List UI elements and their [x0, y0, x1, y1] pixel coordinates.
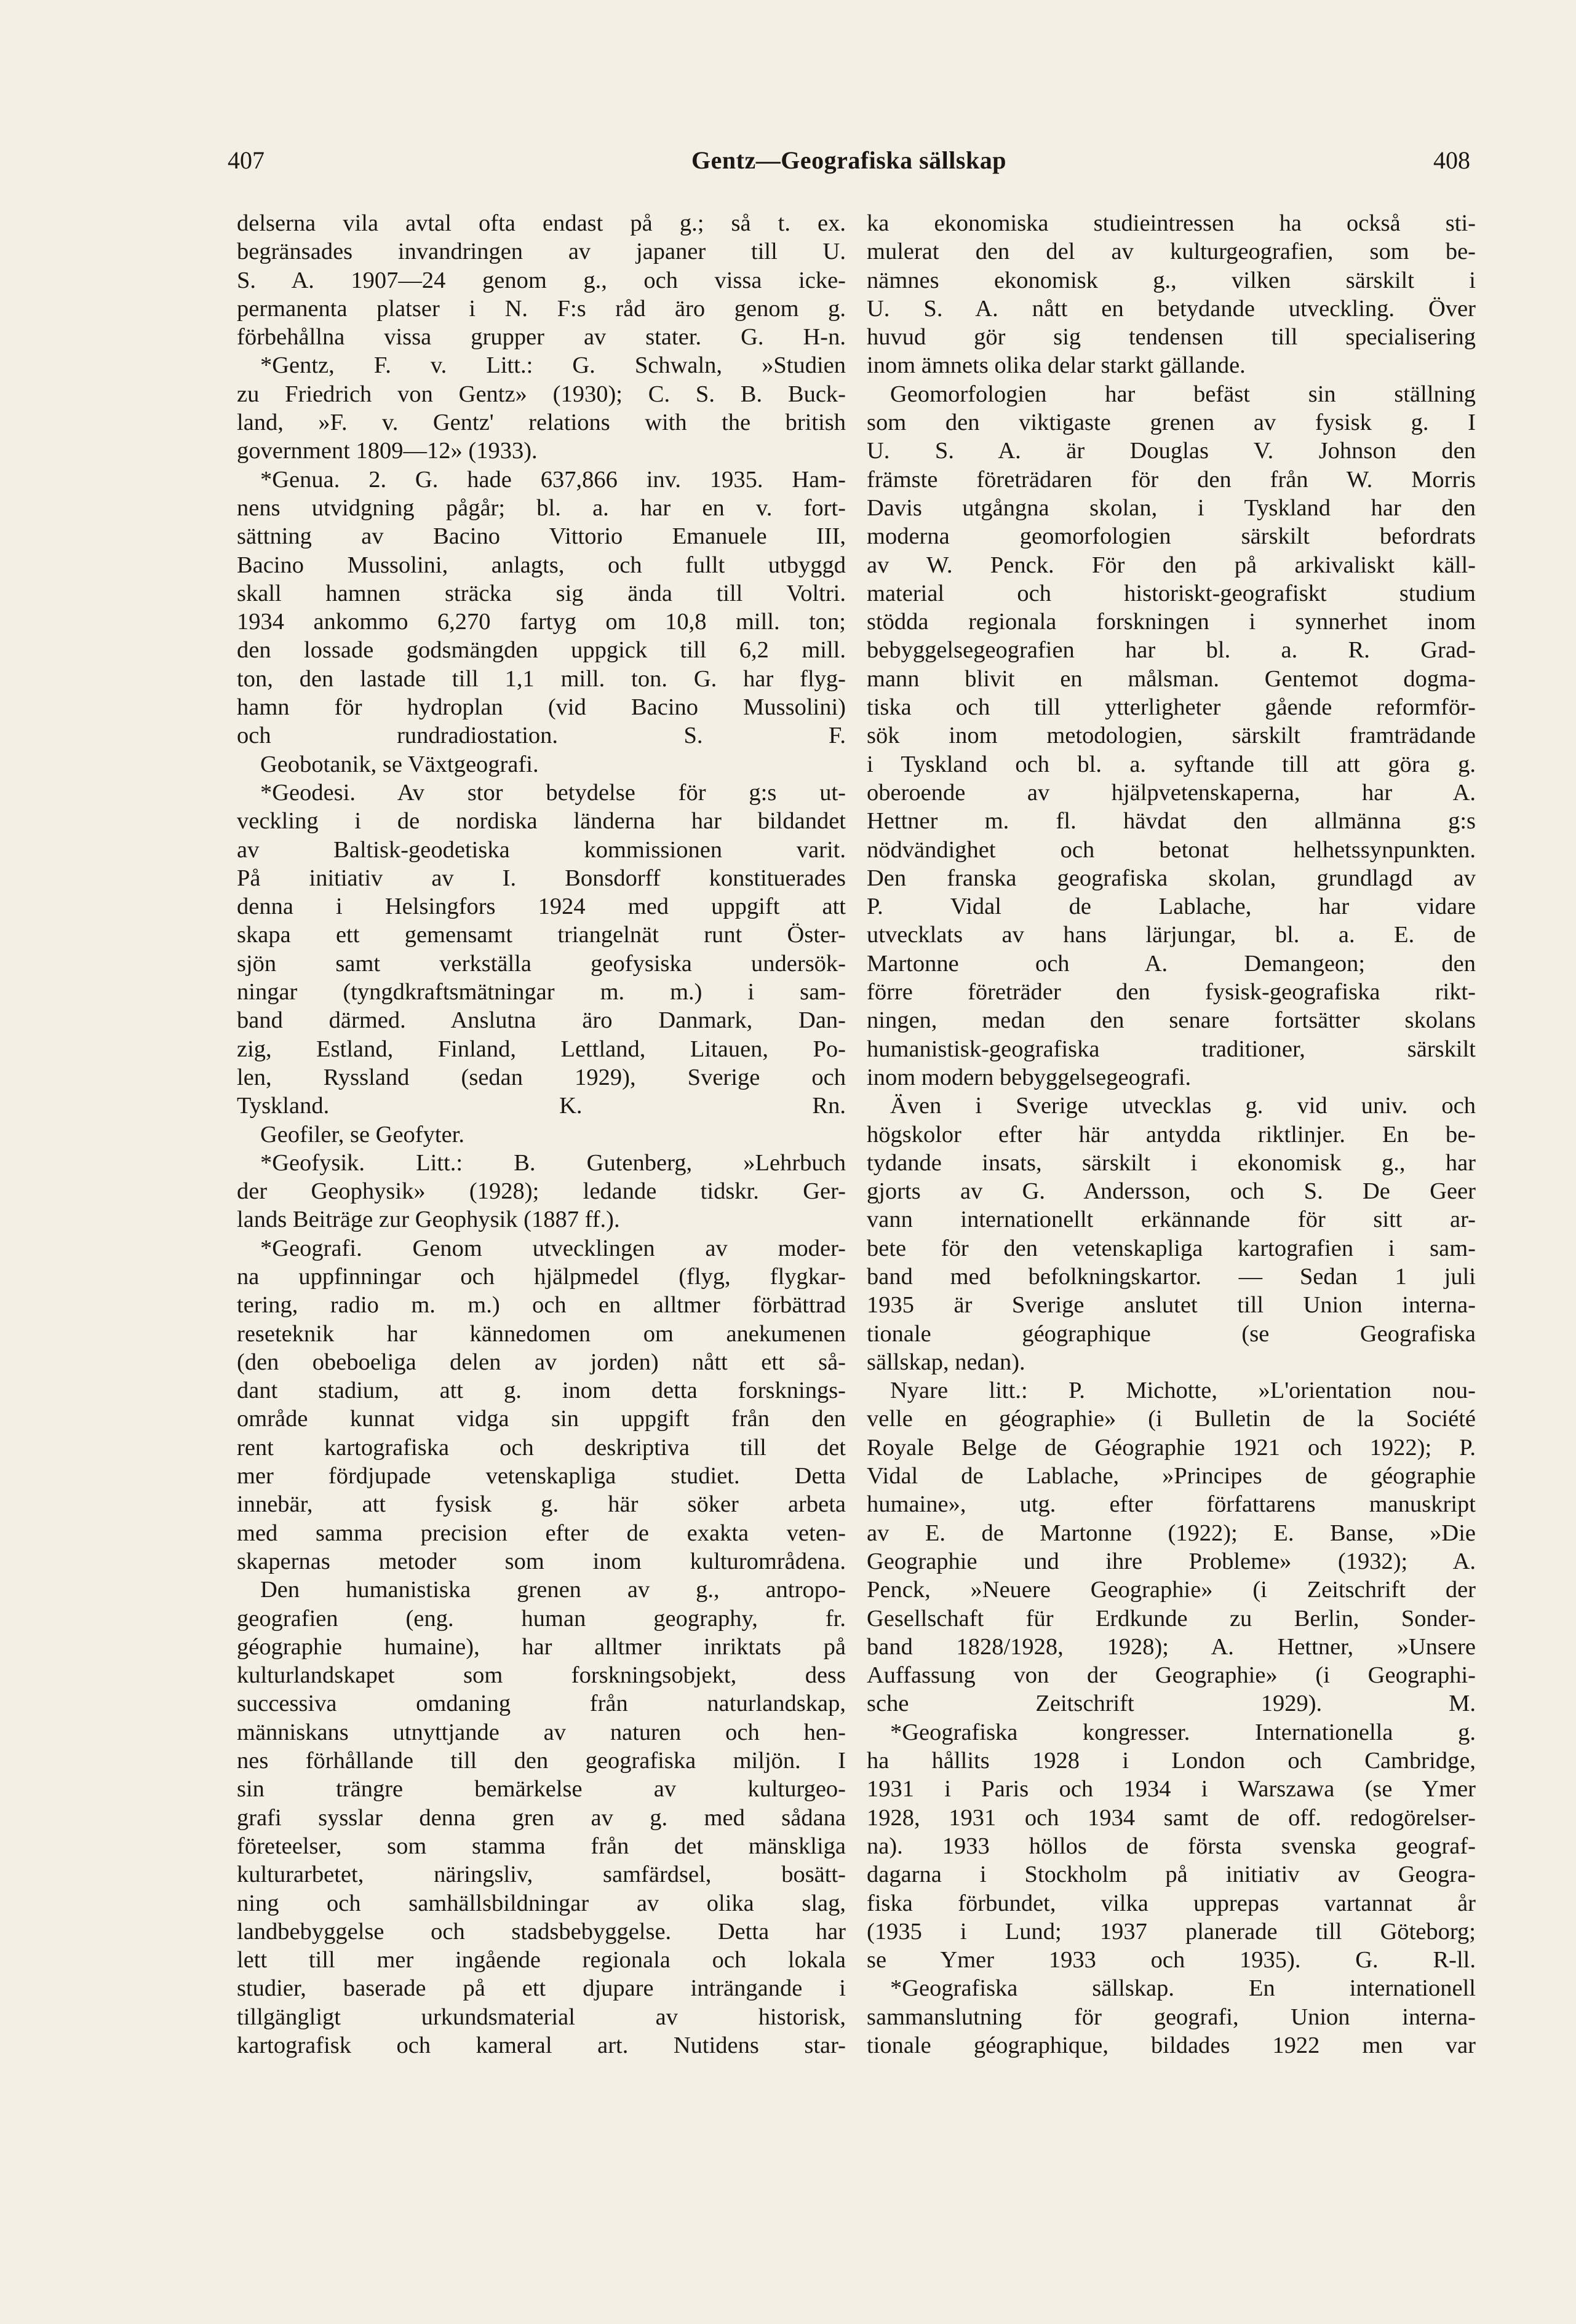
text-line: *Gentz, F. v. Litt.: G. Schwaln, »Studien [260, 352, 846, 379]
text-line: landbebyggelse och stadsbebyggelse. Detta har [237, 1918, 846, 1945]
text-line: mer fördjupade vetenskapliga studiet. Detta [237, 1463, 846, 1489]
text-line: grafi sysslar denna gren av g. med sådana [237, 1804, 846, 1831]
text-line: Davis utgångna skolan, i Tyskland har den [867, 494, 1476, 521]
text-line: (1935 i Lund; 1937 planerade till Göteborg; [867, 1918, 1476, 1945]
text-line: företeelser, som stamma från det mänskliga [237, 1833, 846, 1859]
text-line: vann internationellt erkännande för sitt ar- [867, 1207, 1476, 1233]
text-line: der Geophysik» (1928); ledande tidskr. Ger- [237, 1178, 846, 1205]
text-line: ton, den lastade till 1,1 mill. ton. G. har flyg- [237, 665, 846, 692]
text-line: (den obeboeliga delen av jorden) nått ett så- [237, 1349, 846, 1375]
text-line: veckling i de nordiska länderna har bildandet [237, 808, 846, 835]
text-line: skall hamnen sträcka sig ända till Voltri. [237, 580, 846, 606]
text-line: ningar (tyngdkraftsmätningar m. m.) i sam- [237, 979, 846, 1005]
text-line: band därmed. Anslutna äro Danmark, Dan- [237, 1007, 846, 1034]
text-line: *Genua. 2. G. hade 637,866 inv. 1935. Ham- [260, 466, 846, 493]
text-line: U. S. A. nått en betydande utveckling. Över [867, 295, 1476, 322]
text-line: med samma precision efter de exakta veten- [237, 1520, 846, 1546]
text-line: nes förhållande till den geografiska miljön. I [237, 1748, 846, 1774]
text-line: inom modern bebyggelsegeografi. [867, 1064, 1192, 1090]
text-line: område kunnat vidga sin uppgift från den [237, 1406, 846, 1432]
text-line: mann blivit en målsman. Gentemot dogma- [867, 665, 1476, 692]
text-line: lett till mer ingående regionala och lokala [237, 1947, 846, 1973]
text-line: tering, radio m. m.) och en alltmer förbättrad [237, 1292, 846, 1319]
text-line: land, »F. v. Gentz' relations with the british [237, 410, 846, 436]
text-line: *Geografi. Genom utvecklingen av moder- [260, 1235, 846, 1261]
text-line: kulturarbetet, näringsliv, samfärdsel, bosätt- [237, 1862, 846, 1888]
text-line: av W. Penck. För den på arkivaliskt käll- [867, 552, 1476, 578]
text-line: band med befolkningskartor. — Sedan 1 juli [867, 1263, 1476, 1290]
text-line: Geobotanik, se Växtgeografi. [260, 751, 539, 777]
text-line: och rundradiostation. S. F. [237, 723, 846, 749]
text-line: innebär, att fysisk g. här söker arbeta [237, 1491, 846, 1518]
text-line: tiska och till ytterligheter gående reformför- [867, 694, 1476, 721]
text-line: mulerat den del av kulturgeografien, som be- [867, 239, 1476, 265]
text-line: tydande insats, särskilt i ekonomisk g., har [867, 1149, 1476, 1176]
text-line: ningen, medan den senare fortsätter skolans [867, 1007, 1476, 1034]
text-line: hamn för hydroplan (vid Bacino Mussolini) [237, 694, 846, 721]
text-line: Även i Sverige utvecklas g. vid univ. och [890, 1093, 1476, 1119]
text-line: tionale géographique, bildades 1922 men var [867, 2033, 1476, 2058]
text-line: gjorts av G. Andersson, och S. De Geer [867, 1178, 1476, 1205]
text-line: bete för den vetenskapliga kartografien i sam- [867, 1235, 1476, 1261]
text-line: skapernas metoder som inom kulturområdena. [237, 1548, 846, 1574]
text-line: *Geodesi. Av stor betydelse för g:s ut- [260, 779, 846, 806]
text-line: geografien (eng. human geography, fr. [237, 1605, 846, 1632]
text-line: främste företrädaren för den från W. Morris [867, 466, 1476, 493]
text-line: inom ämnets olika delar starkt gällande. [867, 352, 1246, 379]
text-line: U. S. A. är Douglas V. Johnson den [867, 438, 1476, 464]
text-line: som den viktigaste grenen av fysisk g. I [867, 410, 1476, 436]
text-line: ka ekonomiska studieintressen ha också sti- [867, 210, 1476, 236]
running-title: Gentz—Geografiska sällskap [691, 146, 1006, 174]
text-line: lands Beiträge zur Geophysik (1887 ff.). [237, 1207, 620, 1233]
text-line: nödvändighet och betonat helhetssynpunkten. [867, 836, 1476, 863]
text-line: S. A. 1907—24 genom g., och vissa icke- [237, 267, 846, 293]
text-line: P. Vidal de Lablache, har vidare [867, 894, 1476, 920]
text-line: stödda regionala forskningen i synnerhet inom [867, 609, 1476, 635]
text-line: oberoende av hjälpvetenskaperna, har A. [867, 779, 1476, 806]
text-line: Den humanistiska grenen av g., antropo- [260, 1577, 846, 1603]
text-line: 1931 i Paris och 1934 i Warszawa (se Ymer [867, 1776, 1476, 1802]
text-line: humaine», utg. efter författarens manuskript [867, 1491, 1476, 1518]
text-line: begränsades invandringen av japaner till U. [237, 239, 846, 265]
text-line: zu Friedrich von Gentz» (1930); C. S. B. Buck- [237, 381, 846, 407]
text-line: denna i Helsingfors 1924 med uppgift att [237, 894, 846, 920]
text-line: *Geografiska kongresser. Internationella g. [890, 1719, 1476, 1745]
text-line: sche Zeitschrift 1929). M. [867, 1691, 1476, 1717]
text-line: sammanslutning för geografi, Union interna- [867, 2004, 1476, 2030]
text-line: nämnes ekonomisk g., vilken särskilt i [867, 267, 1476, 293]
text-line: kartografisk och kameral art. Nutidens star- [237, 2033, 846, 2058]
text-line: ha hållits 1928 i London och Cambridge, [867, 1748, 1476, 1774]
text-line: Geofiler, se Geofyter. [260, 1121, 464, 1148]
text-line: moderna geomorfologien särskilt befordrats [867, 523, 1476, 550]
text-line: len, Ryssland (sedan 1929), Sverige och [237, 1064, 846, 1090]
text-line: Royale Belge de Géographie 1921 och 1922); P. [867, 1434, 1476, 1461]
left-column [237, 209, 846, 2060]
text-line: *Geografiska sällskap. En internationell [890, 1975, 1476, 2002]
text-line: den lossade godsmängden uppgick till 6,2 mill. [237, 637, 846, 664]
text-line: i Tyskland och bl. a. syftande till att göra g. [867, 751, 1476, 777]
text-line: Den franska geografiska skolan, grundlagd av [867, 865, 1476, 891]
text-line: Tyskland. K. Rn. [237, 1093, 846, 1119]
text-line: Geographie und ihre Probleme» (1932); A. [867, 1548, 1476, 1574]
text-line: Auffassung von der Geographie» (i Geographi- [867, 1662, 1476, 1689]
text-line: Nyare litt.: P. Michotte, »L'orientation nou- [890, 1378, 1476, 1404]
text-line: sin trängre bemärkelse av kulturgeo- [237, 1776, 846, 1802]
text-line: dagarna i Stockholm på initiativ av Geogra- [867, 1862, 1476, 1888]
page-number-right: 408 [1433, 146, 1470, 174]
text-line: sjön samt verkställa geofysiska undersök- [237, 950, 846, 977]
text-line: av E. de Martonne (1922); E. Banse, »Die [867, 1520, 1476, 1546]
text-line: ning och samhällsbildningar av olika slag, [237, 1890, 846, 1916]
text-line: 1928, 1931 och 1934 samt de off. redogörelser- [867, 1804, 1476, 1831]
text-line: På initiativ av I. Bonsdorff konstituerades [237, 865, 846, 891]
text-line: *Geofysik. Litt.: B. Gutenberg, »Lehrbuch [260, 1149, 846, 1176]
text-line: 1934 ankommo 6,270 fartyg om 10,8 mill. ton; [237, 609, 846, 635]
text-line: velle en géographie» (i Bulletin de la Société [867, 1406, 1476, 1432]
text-line: förbehållna vissa grupper av stater. G. H-n. [237, 324, 846, 351]
text-line: na). 1933 höllos de första svenska geograf- [867, 1833, 1476, 1859]
text-line: géographie humaine), har alltmer inriktats på [237, 1633, 846, 1660]
text-line: tillgängligt urkundsmaterial av historisk, [237, 2004, 846, 2030]
text-line: dant stadium, att g. inom detta forsknings- [237, 1378, 846, 1404]
text-line: huvud gör sig tendensen till specialisering [867, 324, 1476, 351]
page-number-left: 407 [228, 146, 265, 174]
right-column [867, 209, 1476, 2060]
text-line: sök inom metodologien, särskilt framträdande [867, 723, 1476, 749]
text-line: sällskap, nedan). [867, 1349, 1025, 1375]
text-line: kulturlandskapet som forskningsobjekt, dess [237, 1662, 846, 1689]
text-line: na uppfinningar och hjälpmedel (flyg, flygkar- [237, 1263, 846, 1290]
text-line: se Ymer 1933 och 1935). G. R-ll. [867, 1947, 1476, 1973]
text-line: högskolor efter här antydda riktlinjer. En be- [867, 1121, 1476, 1148]
text-line: tionale géographique (se Geografiska [867, 1320, 1476, 1347]
text-line: permanenta platser i N. F:s råd äro genom g. [237, 295, 846, 322]
page-header [228, 146, 1470, 183]
text-line: Martonne och A. Demangeon; den [867, 950, 1476, 977]
text-line: bebyggelsegeografien har bl. a. R. Grad- [867, 637, 1476, 664]
text-line: Gesellschaft für Erdkunde zu Berlin, Sonder- [867, 1605, 1476, 1632]
text-line: band 1828/1928, 1928); A. Hettner, »Unsere [867, 1633, 1476, 1660]
text-line: Vidal de Lablache, »Principes de géographie [867, 1463, 1476, 1489]
text-line: studier, baserade på ett djupare inträngande i [237, 1975, 846, 2002]
text-line: nens utvidgning pågår; bl. a. har en v. fort- [237, 494, 846, 521]
text-line: av Baltisk-geodetiska kommissionen varit. [237, 836, 846, 863]
text-line: Hettner m. fl. hävdat den allmänna g:s [867, 808, 1476, 835]
text-line: fiska förbundet, vilka upprepas vartannat år [867, 1890, 1476, 1916]
text-line: förre företräder den fysisk-geografiska rikt- [867, 979, 1476, 1005]
text-line: successiva omdaning från naturlandskap, [237, 1691, 846, 1717]
text-line: Geomorfologien har befäst sin ställning [890, 381, 1476, 407]
text-line: Penck, »Neuere Geographie» (i Zeitschrift der [867, 1577, 1476, 1603]
text-line: zig, Estland, Finland, Lettland, Litauen, Po- [237, 1036, 846, 1062]
text-line: skapa ett gemensamt triangelnät runt Öster- [237, 922, 846, 948]
text-line: 1935 är Sverige anslutet till Union interna- [867, 1292, 1476, 1319]
text-line: sättning av Bacino Vittorio Emanuele III, [237, 523, 846, 550]
text-line: delserna vila avtal ofta endast på g.; så t. ex. [237, 210, 846, 236]
text-line: människans utnyttjande av naturen och hen- [237, 1719, 846, 1745]
text-line: rent kartografiska och deskriptiva till det [237, 1434, 846, 1461]
text-line: Bacino Mussolini, anlagts, och fullt utbyggd [237, 552, 846, 578]
text-line: humanistisk-geografiska traditioner, särskilt [867, 1036, 1476, 1062]
text-line: government 1809—12» (1933). [237, 438, 538, 464]
text-line: utvecklats av hans lärjungar, bl. a. E. de [867, 922, 1476, 948]
text-line: reseteknik har kännedomen om anekumenen [237, 1320, 846, 1347]
text-line: material och historiskt-geografiskt studium [867, 580, 1476, 606]
